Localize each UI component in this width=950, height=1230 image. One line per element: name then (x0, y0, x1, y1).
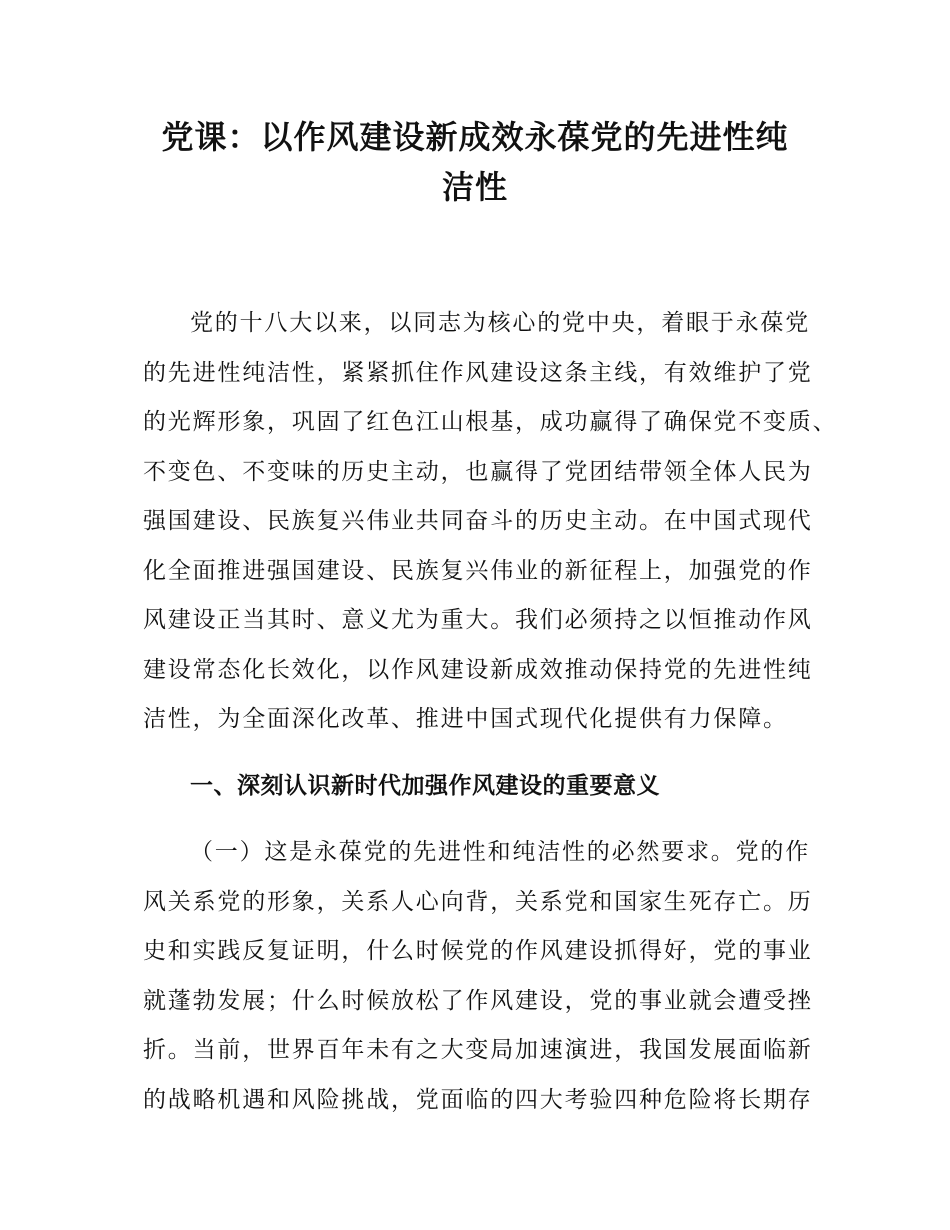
paragraph-line: 风关系党的形象，关系人心向背，关系党和国家生死存亡。历 (143, 889, 813, 915)
title-line: 党课：以作风建设新成效永葆党的先进性纯 (161, 118, 789, 156)
section-heading: 一、深刻认识新时代加强作风建设的重要意义 (190, 773, 660, 799)
title-line: 洁性 (441, 168, 508, 206)
paragraph-line: 强国建设、民族复兴伟业共同奋斗的历史主动。在中国式现代 (143, 508, 813, 534)
paragraph-line: 党的十八大以来，以同志为核心的党中央，着眼于永葆党 (190, 310, 810, 336)
paragraph-line: 风建设正当其时、意义尤为重大。我们必须持之以恒推动作风 (143, 607, 813, 633)
paragraph-line: 建设常态化长效化，以作风建设新成效推动保持党的先进性纯 (143, 657, 813, 683)
paragraph-line: 不变色、不变味的历史主动，也赢得了党团结带领全体人民为 (143, 459, 813, 485)
paragraph-line: 化全面推进强国建设、民族复兴伟业的新征程上，加强党的作 (143, 558, 813, 584)
paragraph-line: 就蓬勃发展；什么时候放松了作风建设，党的事业就会遭受挫 (143, 988, 813, 1014)
paragraph-line: 的战略机遇和风险挑战，党面临的四大考验四种危险将长期存 (143, 1087, 813, 1113)
paragraph-line: （一）这是永葆党的先进性和纯洁性的必然要求。党的作 (190, 839, 810, 865)
paragraph-line: 的光辉形象，巩固了红色江山根基，成功赢得了确保党不变质、 (143, 409, 838, 435)
document-title (120, 112, 830, 212)
paragraph-line: 折。当前，世界百年未有之大变局加速演进，我国发展面临新 (143, 1037, 813, 1063)
paragraph-line: 的先进性纯洁性，紧紧抓住作风建设这条主线，有效维护了党 (143, 360, 813, 386)
paragraph-line: 史和实践反复证明，什么时候党的作风建设抓得好，党的事业 (143, 938, 813, 964)
paragraph-line: 洁性，为全面深化改革、推进中国式现代化提供有力保障。 (143, 706, 788, 732)
